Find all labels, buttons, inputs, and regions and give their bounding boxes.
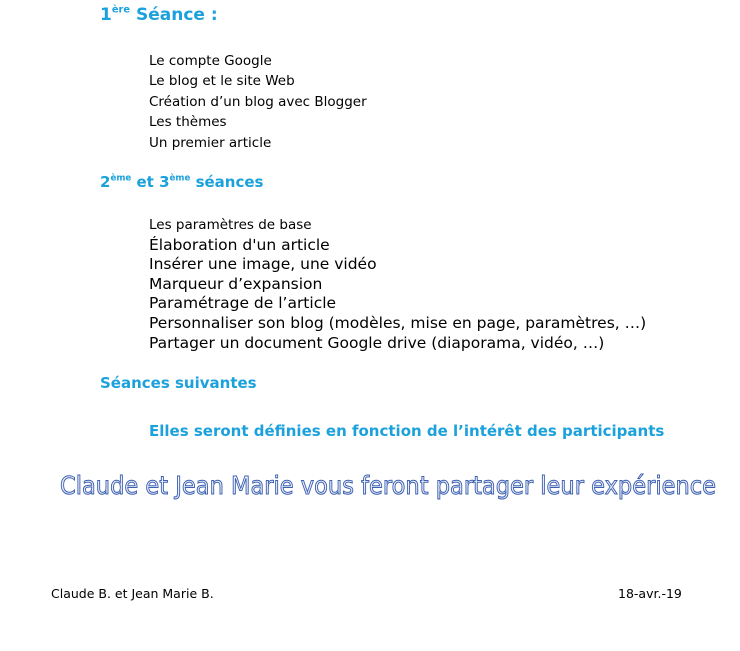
outline-banner [60, 466, 720, 514]
list-item: Un premier article [149, 134, 272, 151]
footer-date: 18-avr.-19 [618, 586, 682, 601]
section1-title-number: 1 [100, 5, 112, 25]
section2-topic-list [149, 216, 646, 353]
list-item: Insérer une image, une vidéo [149, 255, 377, 274]
list-item: Paramétrage de l’article [149, 294, 337, 313]
list-item: Les paramètres de base [149, 217, 312, 233]
section1-title-text: Séance : [130, 5, 218, 25]
section1-title [100, 5, 218, 25]
list-item: Les thèmes [149, 114, 227, 131]
section2-title-superscript-a: ème [110, 173, 132, 184]
list-item: Le blog et le site Web [149, 73, 295, 90]
outline-banner-text: Claude et Jean Marie vous feront partager leur expérience [60, 471, 716, 500]
section2-title-superscript-b: ème [169, 173, 191, 184]
list-item: Élaboration d'un article [149, 235, 330, 254]
section2-title-connector: et 3 [131, 173, 170, 191]
list-item: Personnaliser son blog (modèles, mise en page, paramètres, …) [149, 313, 647, 332]
section1-topic-list [149, 51, 367, 153]
list-item: Marqueur d’expansion [149, 274, 323, 293]
section1-title-superscript: ère [111, 4, 131, 16]
section3-title: Séances suivantes [100, 374, 257, 392]
section2-title-text: séances [190, 173, 264, 191]
list-item: Partager un document Google drive (diaporama, vidéo, …) [149, 333, 605, 352]
list-item: Le compte Google [149, 53, 272, 69]
footer-authors: Claude B. et Jean Marie B. [51, 586, 214, 601]
list-item: Création d’un blog avec Blogger [149, 93, 367, 110]
outline-banner-svg [60, 466, 720, 514]
section3-note: Elles seront définies en fonction de l’intérêt des participants [149, 422, 665, 440]
section2-title-number-a: 2 [100, 173, 111, 191]
section2-title [100, 173, 263, 191]
